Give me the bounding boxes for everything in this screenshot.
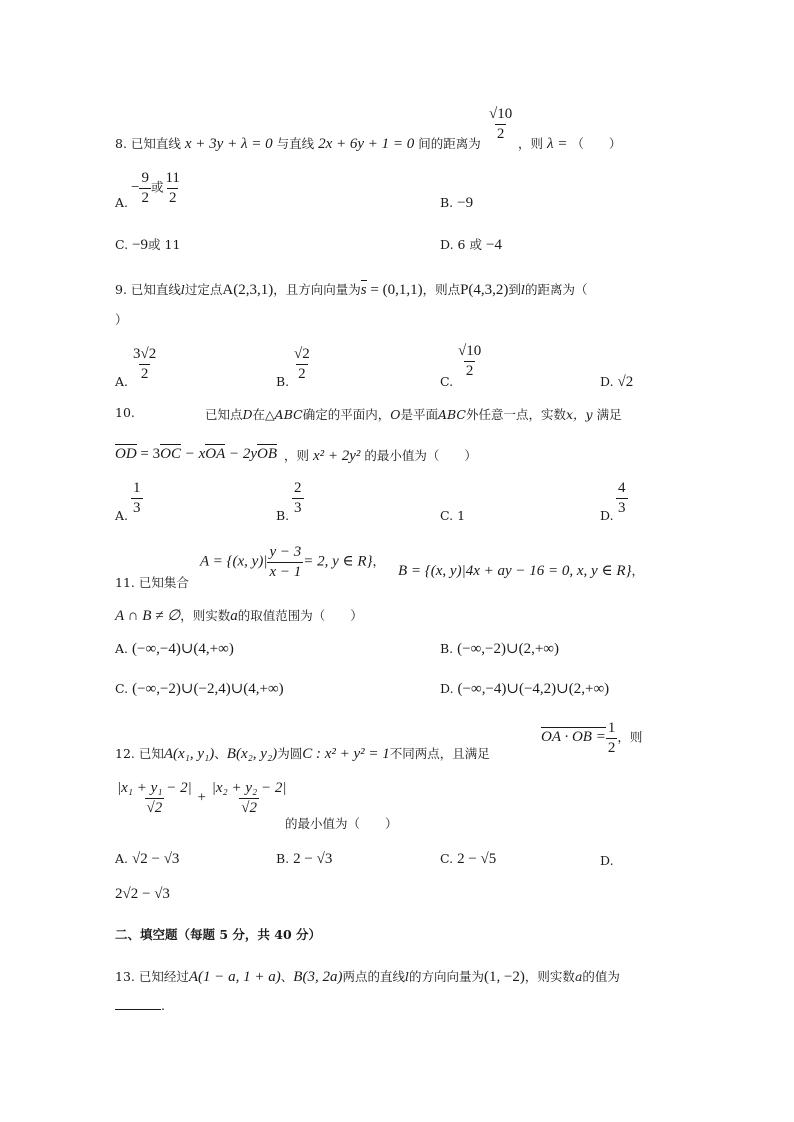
q10-point-d: D xyxy=(242,407,253,422)
q10-vec-od: OD xyxy=(115,446,137,462)
q13-answer-blank[interactable] xyxy=(115,999,161,1010)
q9-option-a-label: A. xyxy=(115,374,129,389)
q11-option-a xyxy=(115,639,234,658)
q9-point-a: A(2,3,1) xyxy=(222,282,274,298)
q10-tail xyxy=(284,446,477,465)
q10-eq-mid1: = 3 xyxy=(136,446,161,462)
q12-option-b xyxy=(276,851,332,868)
q10-eq-mid2: − x xyxy=(180,446,206,462)
q8-option-a-label: A. xyxy=(115,195,129,210)
q10-vec-oc: OC xyxy=(160,446,181,462)
q11-option-d-value: (−∞,−4)∪(−4,2)∪(2,+∞) xyxy=(457,681,610,697)
q12-option-a-value: √2 − √3 xyxy=(132,851,180,867)
q8-option-c-or: 或 xyxy=(148,237,161,252)
q12-option-b-label: B. xyxy=(276,851,290,866)
q11-comma2: ， xyxy=(631,564,644,578)
q10-option-b-label: B. xyxy=(276,508,290,523)
q8-tail xyxy=(518,134,621,153)
q8-tail-text: ，则 xyxy=(518,136,544,151)
q8-line2: 2x + 6y + 1 = 0 xyxy=(318,136,415,152)
q8-stem xyxy=(115,134,481,153)
q11-set-a-den: x − 1 xyxy=(269,563,302,580)
q9-option-b-den: 2 xyxy=(298,365,306,382)
q11-option-a-value: (−∞,−4)∪(4,+∞) xyxy=(132,641,234,657)
q12-expression xyxy=(115,780,288,816)
q9-stem-c: ，且方向向量为 xyxy=(273,282,361,297)
q10-option-b-num: 2 xyxy=(294,480,302,496)
q8-mid2: 间的距离为 xyxy=(418,136,481,151)
q12-dot-expr: OA · OB = xyxy=(541,729,606,746)
q11-option-b-label: B. xyxy=(440,641,454,656)
q9-option-c-num: √10 xyxy=(458,343,482,359)
q13-stem-e: 的值为 xyxy=(582,969,620,984)
q9-option-a xyxy=(131,346,158,382)
q8-option-a-f1-num: 9 xyxy=(141,170,149,186)
q10-stem-c: 确定的平面内， xyxy=(302,407,391,422)
q12-dot-product xyxy=(541,720,642,756)
q11-condition-tail: ，则实数 xyxy=(180,608,231,623)
q12-dot-den: 2 xyxy=(607,739,616,756)
q10-xy: x，y xyxy=(566,407,593,422)
q8-option-d-or: 或 xyxy=(469,237,482,252)
q9-vector-s: s xyxy=(360,282,367,298)
q11-set-a xyxy=(200,544,385,580)
q12-point-b: B(x₂, y₂) xyxy=(226,746,278,762)
q11-condition-tail2: 的取值范围为（ ） xyxy=(237,608,363,623)
q9-line-l: l xyxy=(180,282,185,297)
q11-comma: ， xyxy=(372,554,386,569)
q12-stem-e: 的最小值为（ ） xyxy=(285,816,398,831)
q10-eq-mid3: − 2y xyxy=(225,446,258,462)
q9-stem-e: 到 xyxy=(508,282,521,297)
q10-plane-abc: ABC xyxy=(437,407,466,422)
q13-stem-a: 13. 已知经过 xyxy=(115,969,189,984)
q9-option-c-den: 2 xyxy=(465,362,474,379)
q8-option-d xyxy=(440,235,502,254)
q9-option-a-den: 2 xyxy=(140,365,149,382)
q9-stem-f: 的距离为（ xyxy=(524,282,588,297)
q10-option-c xyxy=(440,508,465,523)
q9-option-b-label: B. xyxy=(276,374,290,389)
q13-end: . xyxy=(161,998,165,1013)
q9-point-p: P(4,3,2) xyxy=(460,282,509,298)
q11-option-c-label: C. xyxy=(115,681,129,696)
q12-option-d-label: D. xyxy=(600,853,614,868)
q10-stem xyxy=(205,405,622,423)
q12-point-a: A(x₁, y₁) xyxy=(163,746,215,762)
q8-option-c-value2: 11 xyxy=(164,237,181,252)
q8-option-a xyxy=(131,170,182,206)
q10-option-d-den: 3 xyxy=(618,499,626,516)
q10-tail-a: ，则 xyxy=(284,448,310,463)
q11-option-d-label: D. xyxy=(440,681,454,696)
q10-option-a-num: 1 xyxy=(133,480,141,496)
q9-option-d xyxy=(600,374,633,391)
q13-vector: (1, −2) xyxy=(483,969,525,985)
q8-option-a-f1-den: 2 xyxy=(141,189,149,206)
q10-point-o: O xyxy=(390,407,401,422)
q12-circle: C : x² + y² = 1 xyxy=(302,746,390,762)
q11-condition xyxy=(115,606,363,625)
q9-option-d-value: √2 xyxy=(617,374,634,390)
q13-sep: 、 xyxy=(280,969,294,984)
q11-set-a-num: y − 3 xyxy=(269,544,302,560)
q10-option-a-den: 3 xyxy=(133,499,141,516)
q10-number: 10. xyxy=(115,405,135,420)
q8-option-a-f2-den: 2 xyxy=(168,189,177,206)
q9-stem xyxy=(115,280,587,299)
q9-option-c xyxy=(456,343,483,379)
q13-stem-c: 的方向向量为 xyxy=(408,969,484,984)
q10-vec-ob: OB xyxy=(257,446,278,462)
q11-var-a: a xyxy=(230,608,238,624)
q9-stem-line2: ） xyxy=(115,312,128,327)
q8-option-b xyxy=(440,195,473,212)
q8-option-a-f2-num: 11 xyxy=(165,170,180,186)
q12-f1-den: √2 xyxy=(146,799,163,816)
q10-option-a xyxy=(131,480,143,516)
q11-option-c xyxy=(115,679,284,698)
q11-set-a-left: A = {(x, y)| xyxy=(200,553,268,570)
q10-option-c-value: 1 xyxy=(457,508,466,523)
q13-stem xyxy=(115,967,620,986)
q11-option-a-label: A. xyxy=(115,641,129,656)
q9-number: 9. 已知直线 xyxy=(115,282,181,297)
q10-stem-e: 外任意一点，实数 xyxy=(465,407,566,422)
q8-paren: （ ） xyxy=(571,136,622,151)
q10-option-b-den: 3 xyxy=(294,499,302,516)
q9-option-b-num: √2 xyxy=(294,346,310,362)
q9-stem-b: 过定点 xyxy=(184,282,223,297)
q10-option-a-label: A. xyxy=(115,508,129,523)
q11-set-b-expr: B = {(x, y)|4x + ay − 16 = 0, x, y ∈ R} xyxy=(398,563,632,579)
q12-stem-c: 不同两点，且满足 xyxy=(389,746,490,761)
q12-stem-d: ，则 xyxy=(617,730,643,745)
q12-f1-num: |x₁ + y₁ − 2| xyxy=(117,780,192,796)
q8-option-b-value: −9 xyxy=(457,195,474,211)
q8-option-b-label: B. xyxy=(440,195,454,210)
q12-stem xyxy=(115,744,490,763)
q10-option-b xyxy=(292,480,304,516)
q13-stem-b: 两点的直线 xyxy=(342,969,405,984)
q8-option-c xyxy=(115,235,180,254)
q10-triangle-abc: ABC xyxy=(274,407,303,422)
q12-stem-b: 为圆 xyxy=(277,746,303,761)
q11-condition-expr: A ∩ B ≠ ∅ xyxy=(115,608,181,624)
q12-f2-den: √2 xyxy=(241,799,257,816)
q9-option-d-label: D. xyxy=(600,374,614,389)
q12-option-a xyxy=(115,851,179,868)
q10-expression: x² + 2y² xyxy=(313,448,361,464)
q11-option-b-value: (−∞,−2)∪(2,+∞) xyxy=(457,641,559,657)
q8-lambda: λ = xyxy=(547,136,568,152)
q10-stem-b: 在△ xyxy=(252,407,275,422)
q10-option-d xyxy=(616,480,628,516)
q10-option-d-label: D. xyxy=(600,508,614,523)
q11-option-b xyxy=(440,639,559,658)
q12-option-a-label: A. xyxy=(115,851,129,866)
q8-number: 8. 已知直线 xyxy=(115,136,181,151)
q11-set-b xyxy=(398,561,644,580)
q8-line1: x + 3y + λ = 0 xyxy=(184,136,273,152)
q8-distance-den: 2 xyxy=(496,125,505,142)
q8-option-d-label: D. xyxy=(440,237,454,252)
q10-option-d-num: 4 xyxy=(618,480,626,496)
q9-stem-d: ，则点 xyxy=(422,282,461,297)
q10-vec-oa: OA xyxy=(205,446,226,462)
q12-stem-a: 12. 已知 xyxy=(115,746,164,761)
q12-sep: 、 xyxy=(214,746,227,761)
q9-option-a-num: 3√2 xyxy=(133,346,157,362)
q12-option-b-value: 2 − √3 xyxy=(293,851,333,867)
q10-stem-a: 已知点 xyxy=(205,407,243,422)
q11-option-d xyxy=(440,679,609,698)
q12-plus: + xyxy=(197,789,206,806)
q8-option-a-minus: − xyxy=(131,179,140,196)
q11-stem: 11. 已知集合 xyxy=(115,575,189,590)
q9-vector-s-value: = (0,1,1) xyxy=(370,282,423,298)
q13-answer xyxy=(115,998,165,1013)
q13-point-a: A(1 − a, 1 + a) xyxy=(188,969,281,985)
q10-stem-d: 是平面 xyxy=(400,407,438,422)
q8-option-c-label: C. xyxy=(115,237,129,252)
q12-dot-num: 1 xyxy=(607,720,616,736)
q8-option-d-value1: 6 xyxy=(457,237,466,252)
q13-line-l: l xyxy=(404,969,409,984)
q10-vector-equation xyxy=(115,444,277,463)
q13-point-b: B(3, 2a) xyxy=(293,969,343,985)
q8-option-c-value1: −9 xyxy=(132,237,149,253)
section-title: 二、填空题（每题 5 分，共 40 分） xyxy=(115,927,322,942)
q13-var-a: a xyxy=(574,969,583,984)
q8-mid1: 与直线 xyxy=(276,136,315,151)
q8-option-d-value2: −4 xyxy=(485,237,502,253)
q11-option-c-value: (−∞,−2)∪(−2,4)∪(4,+∞) xyxy=(132,681,284,697)
q11-set-a-right: = 2, y ∈ R} xyxy=(303,553,373,570)
q13-stem-d: ，则实数 xyxy=(524,969,575,984)
q8-distance-fraction xyxy=(487,106,514,142)
q10-tail-b: 的最小值为（ ） xyxy=(364,448,477,463)
q8-option-a-or: 或 xyxy=(150,180,164,195)
q9-option-c-label: C. xyxy=(440,374,454,389)
q9-line-l-2: l xyxy=(520,282,525,297)
q12-option-c-value: 2 − √5 xyxy=(457,851,497,867)
q10-stem-f: 满足 xyxy=(596,407,622,422)
q12-option-d-value: 2√2 − √3 xyxy=(115,886,170,902)
q10-option-c-label: C. xyxy=(440,508,454,523)
q12-f2-num: |x₂ + y₂ − 2| xyxy=(211,780,287,796)
q12-option-c-label: C. xyxy=(440,851,454,866)
q8-distance-num: √10 xyxy=(489,106,513,122)
q12-option-c xyxy=(440,851,496,868)
q9-option-b xyxy=(292,346,312,382)
